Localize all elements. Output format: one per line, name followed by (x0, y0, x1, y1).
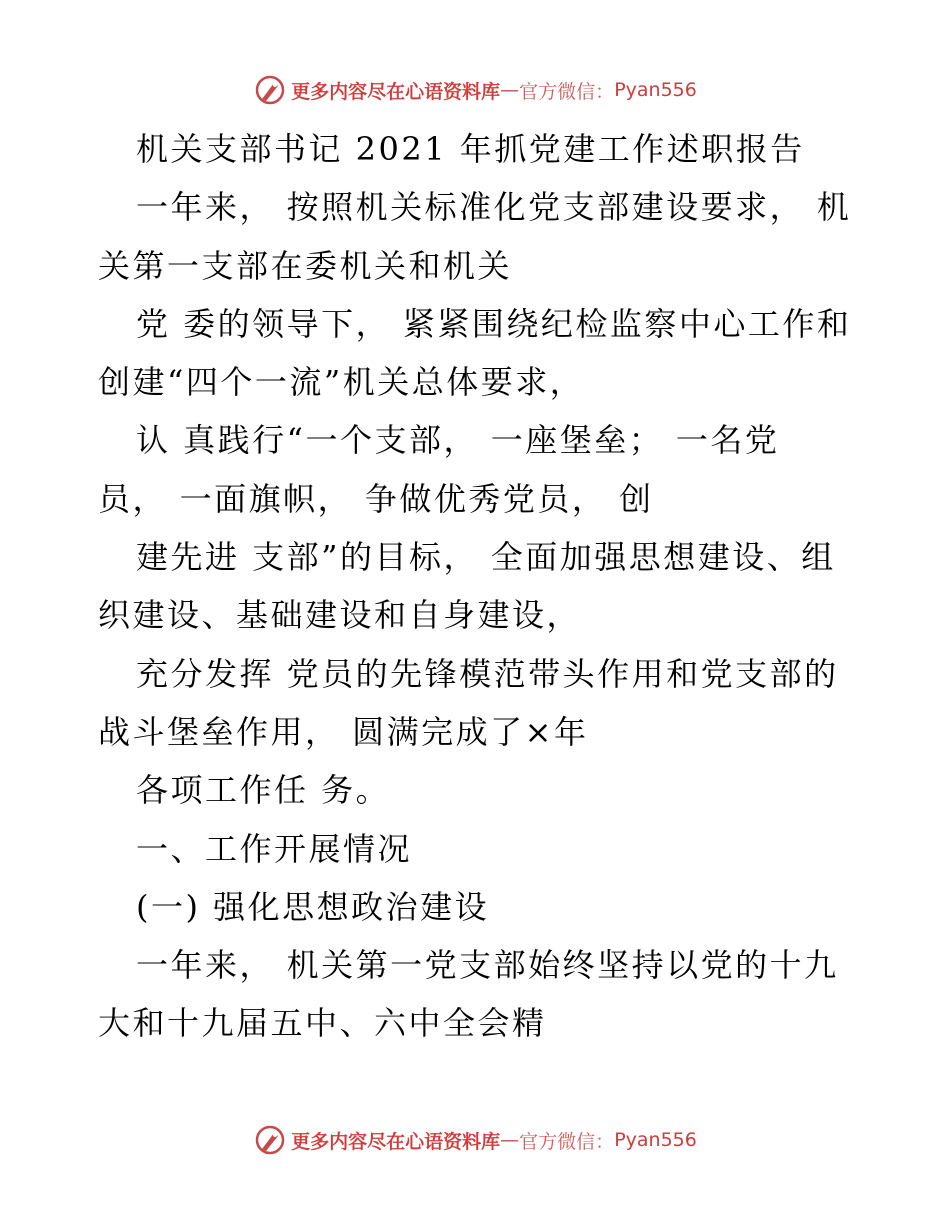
pen-nib-logo-icon (253, 73, 287, 107)
section-heading: 一、工作开展情况 (136, 829, 413, 868)
watermark-text: 更多内容尽在心语资料库 (291, 1130, 501, 1153)
watermark-wechat-label: 官方微信： (519, 1130, 615, 1153)
document-title: 机关支部书记 2021 年抓党建工作述职报告 (136, 130, 805, 168)
paragraph-line: 创建“四个一流”机关总体要求， (98, 363, 585, 402)
paragraph-line: 一年来， 机关第一党支部始终坚持以党的十九 (136, 946, 839, 985)
paragraph-line: 关第一支部在委机关和机关 (98, 246, 513, 285)
header-watermark (0, 70, 950, 110)
paragraph-line: 党 委的领导下， 紧紧围绕纪检监察中心工作和 (136, 304, 852, 343)
watermark-separator: — (500, 79, 520, 101)
paragraph-line: 认 真践行“一个支部， 一座堡垒； 一名党 (136, 421, 780, 460)
paragraph-line: 战斗堡垒作用， 圆满完成了×年 (98, 712, 589, 751)
paragraph-line: 建先进 支部”的目标， 全面加强思想建设、组 (136, 538, 836, 577)
document-body (98, 120, 858, 1053)
paragraph-line: 各项工作任 务。 (136, 771, 391, 810)
paragraph-line: 员， 一面旗帜， 争做优秀党员， 创 (98, 479, 654, 518)
watermark-wechat-id: Pyan556 (614, 1129, 697, 1151)
paragraph-line: 充分发挥 党员的先锋模范带头作用和党支部的 (136, 654, 839, 693)
watermark-wechat-id: Pyan556 (614, 79, 697, 101)
paragraph-line: 一年来， 按照机关标准化党支部建设要求， 机 (136, 188, 852, 227)
watermark-wechat-label: 官方微信： (519, 80, 615, 103)
pen-nib-logo-icon (253, 1123, 287, 1157)
paragraph-line: 大和十九届五中、六中全会精 (98, 1004, 547, 1043)
watermark-text: 更多内容尽在心语资料库 (291, 80, 501, 103)
footer-watermark (0, 1120, 950, 1160)
watermark-separator: — (500, 1129, 520, 1151)
subsection-heading: (一) 强化思想政治建设 (136, 887, 490, 926)
paragraph-line: 织建设、基础建设和自身建设， (98, 596, 582, 635)
